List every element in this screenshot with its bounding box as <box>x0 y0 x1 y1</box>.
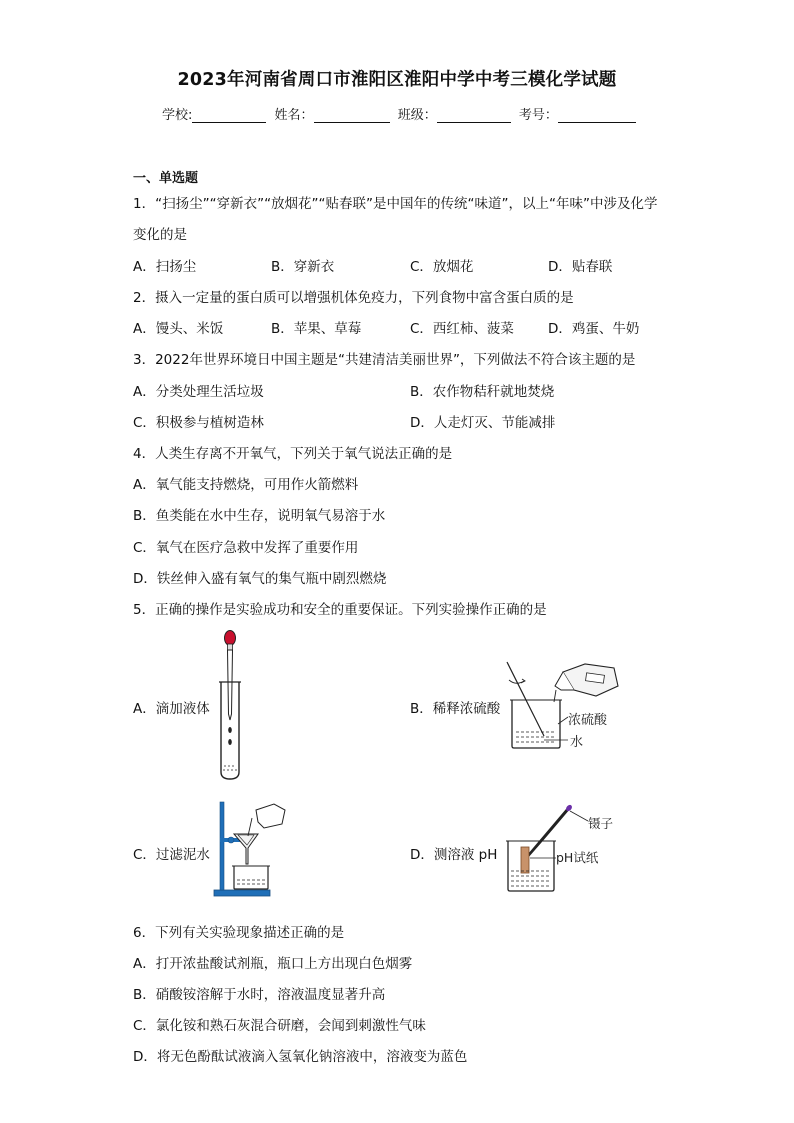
liquid-drop <box>228 727 232 733</box>
stand-base <box>214 890 270 896</box>
q1-option-c: C．放烟花 <box>410 259 474 275</box>
pouring-beaker <box>256 804 285 828</box>
q1-option-d: D．贴春联 <box>548 259 613 275</box>
receiving-beaker <box>234 866 268 889</box>
beaker <box>512 700 560 748</box>
q6-option-a: A．打开浓盐酸试剂瓶，瓶口上方出现白色烟雾 <box>133 956 413 972</box>
figure-measure-ph <box>504 803 636 895</box>
q1-option-a: A．扫扬尘 <box>133 259 197 275</box>
figure-filtration <box>212 796 290 898</box>
dropper-bulb <box>225 631 236 646</box>
q3-option-c: C．积极参与植树造林 <box>133 415 264 431</box>
q5-option-a: A．滴加液体 <box>133 701 210 717</box>
label-tweezers: 镊子 <box>588 816 614 831</box>
q6-option-d: D．将无色酚酞试液滴入氢氧化钠溶液中，溶液变为蓝色 <box>133 1049 468 1065</box>
q3-option-b: B．农作物秸秆就地焚烧 <box>410 384 555 400</box>
student-info-line <box>162 104 640 123</box>
q2-option-d: D．鸡蛋、牛奶 <box>548 321 640 337</box>
q1-stem-line-2: 变化的是 <box>133 227 187 243</box>
q5-option-b: B．稀释浓硫酸 <box>410 701 501 717</box>
q1-stem-line-1: 1．“扫扬尘”“穿新衣”“放烟花”“贴春联”是中国年的传统“味道”，以上“年味”中涉及化学 <box>133 196 658 212</box>
q4-option-a: A．氧气能支持燃烧，可用作火箭燃料 <box>133 477 359 493</box>
figure-dropper-test-tube <box>212 626 252 782</box>
ph-paper <box>521 847 529 873</box>
q6-option-b: B．硝酸铵溶解于水时，溶液温度显著升高 <box>133 987 386 1003</box>
q3-option-d: D．人走灯灭、节能减排 <box>410 415 556 431</box>
liquid-drop <box>228 739 232 745</box>
beaker <box>508 841 554 891</box>
q5-stem: 5．正确的操作是实验成功和安全的重要保证。下列实验操作正确的是 <box>133 602 547 618</box>
q4-stem: 4．人类生存离不开氧气，下列关于氧气说法正确的是 <box>133 446 453 462</box>
dropper-neck <box>228 644 233 650</box>
section-title: 一、单选题 <box>133 171 199 186</box>
number-blank <box>558 108 636 123</box>
q1-option-b: B．穿新衣 <box>271 259 335 275</box>
pouring-rod <box>248 818 252 836</box>
funnel <box>234 834 258 864</box>
class-blank <box>437 108 511 123</box>
school-label: 学校: <box>162 108 193 123</box>
figure-dilute-sulfuric-acid <box>506 660 624 756</box>
class-label: 班级： <box>397 108 437 123</box>
q6-stem: 6．下列有关实验现象描述正确的是 <box>133 925 345 941</box>
q4-option-b: B．鱼类能在水中生存，说明氧气易溶于水 <box>133 508 386 524</box>
q5-option-c: C．过滤泥水 <box>133 847 210 863</box>
q2-option-b: B．苹果、草莓 <box>271 321 362 337</box>
name-label: 姓名： <box>274 108 314 123</box>
school-blank <box>192 108 266 123</box>
label-ph-paper: pH试纸 <box>556 850 599 865</box>
q3-option-a: A．分类处理生活垃圾 <box>133 384 264 400</box>
label-concentrated-acid: 浓硫酸 <box>568 713 608 728</box>
dropper-tube <box>228 650 233 720</box>
q2-option-c: C．西红柿、菠菜 <box>410 321 514 337</box>
q4-option-d: D．铁丝伸入盛有氧气的集气瓶中剧烈燃烧 <box>133 571 387 587</box>
page-title: 2023年河南省周口市淮阳区淮阳中学中考三模化学试题 <box>177 70 617 90</box>
q3-stem: 3．2022年世界环境日中国主题是“共建清洁美丽世界”，下列做法不符合该主题的是 <box>133 352 636 368</box>
stand-rod <box>220 802 224 890</box>
name-blank <box>314 108 390 123</box>
q6-option-c: C．氯化铵和熟石灰混合研磨，会闻到刺激性气味 <box>133 1018 426 1034</box>
q2-option-a: A．馒头、米饭 <box>133 321 224 337</box>
q5-option-d: D．测溶液 pH <box>410 847 498 863</box>
number-label: 考号： <box>518 108 558 123</box>
q4-option-c: C．氧气在医疗急救中发挥了重要作用 <box>133 540 359 556</box>
label-water: 水 <box>570 735 584 750</box>
q2-stem: 2．摄入一定量的蛋白质可以增强机体免疫力，下列食物中富含蛋白质的是 <box>133 290 574 306</box>
